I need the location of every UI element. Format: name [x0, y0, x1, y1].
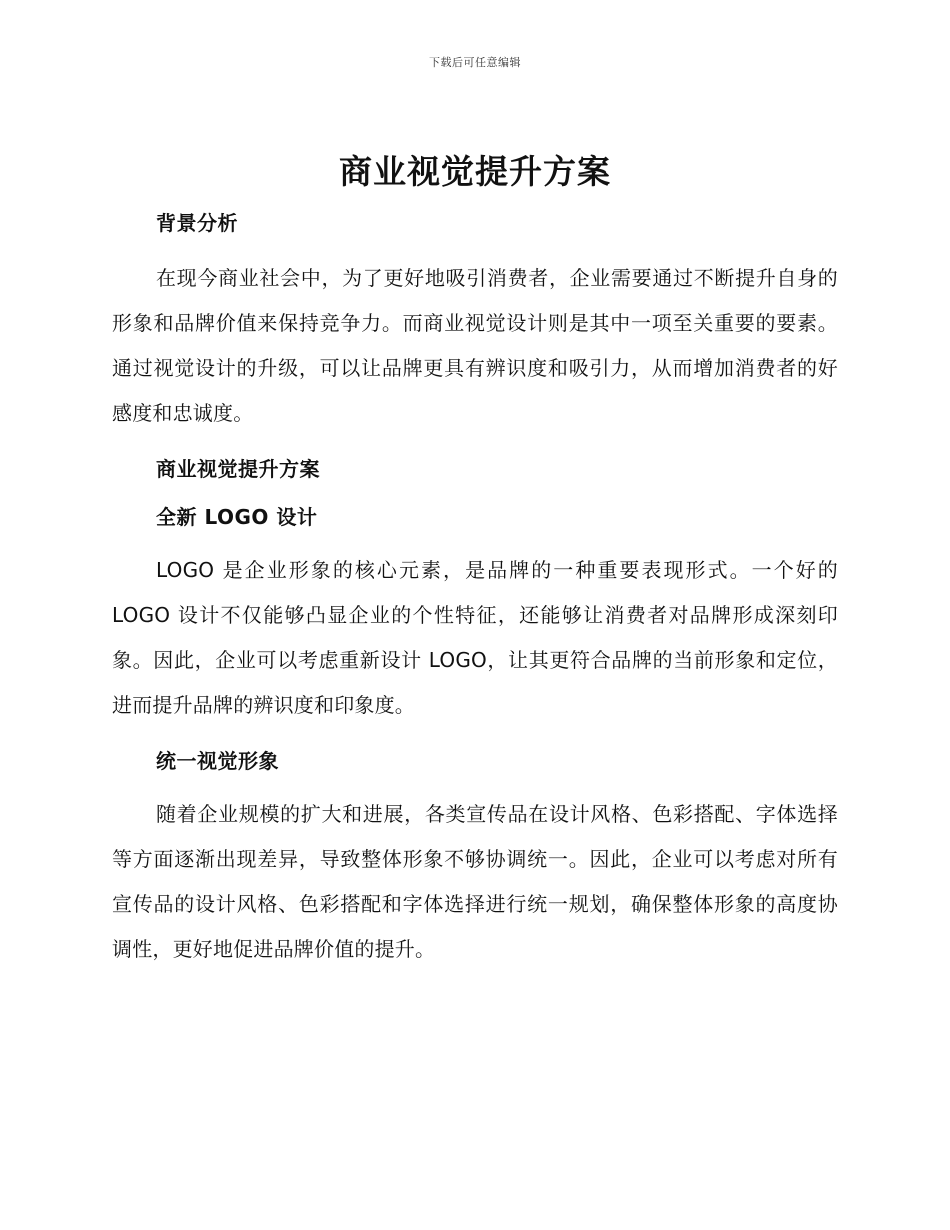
section-heading-plan: 商业视觉提升方案: [156, 457, 320, 481]
section-heading-logo: 全新 LOGO 设计: [156, 505, 318, 529]
header-note: 下载后可任意编辑: [429, 56, 521, 69]
section-paragraph-background: 在现今商业社会中，为了更好地吸引消费者，企业需要通过不断提升自身的形象和品牌价值来保持竞争力。而商业视觉设计则是其中一项至关重要的要素。通过视觉设计的升级，可以让品牌更具有辨识度和吸引力，从而增加消费者的好感度和忠诚度。: [112, 266, 838, 425]
section-heading-unified-visual: 统一视觉形象: [156, 749, 279, 773]
section-heading-background: 背景分析: [156, 211, 238, 235]
section-paragraph-logo: LOGO 是企业形象的核心元素，是品牌的一种重要表现形式。一个好的 LOGO 设计不仅能够凸显企业的个性特征，还能够让消费者对品牌形成深刻印象。因此，企业可以考虑重新设计 LOGO，让其更符合品牌的当前形象和定位，进而提升品牌的辨识度和印象度。: [112, 558, 838, 717]
document-body: [112, 200, 838, 972]
section-paragraph-unified-visual: 随着企业规模的扩大和进展，各类宣传品在设计风格、色彩搭配、字体选择等方面逐渐出现差异，导致整体形象不够协调统一。因此，企业可以考虑对所有宣传品的设计风格、色彩搭配和字体选择进行统一规划，确保整体形象的高度协调性，更好地促进品牌价值的提升。: [112, 802, 838, 961]
document-title: 商业视觉提升方案: [339, 152, 611, 191]
